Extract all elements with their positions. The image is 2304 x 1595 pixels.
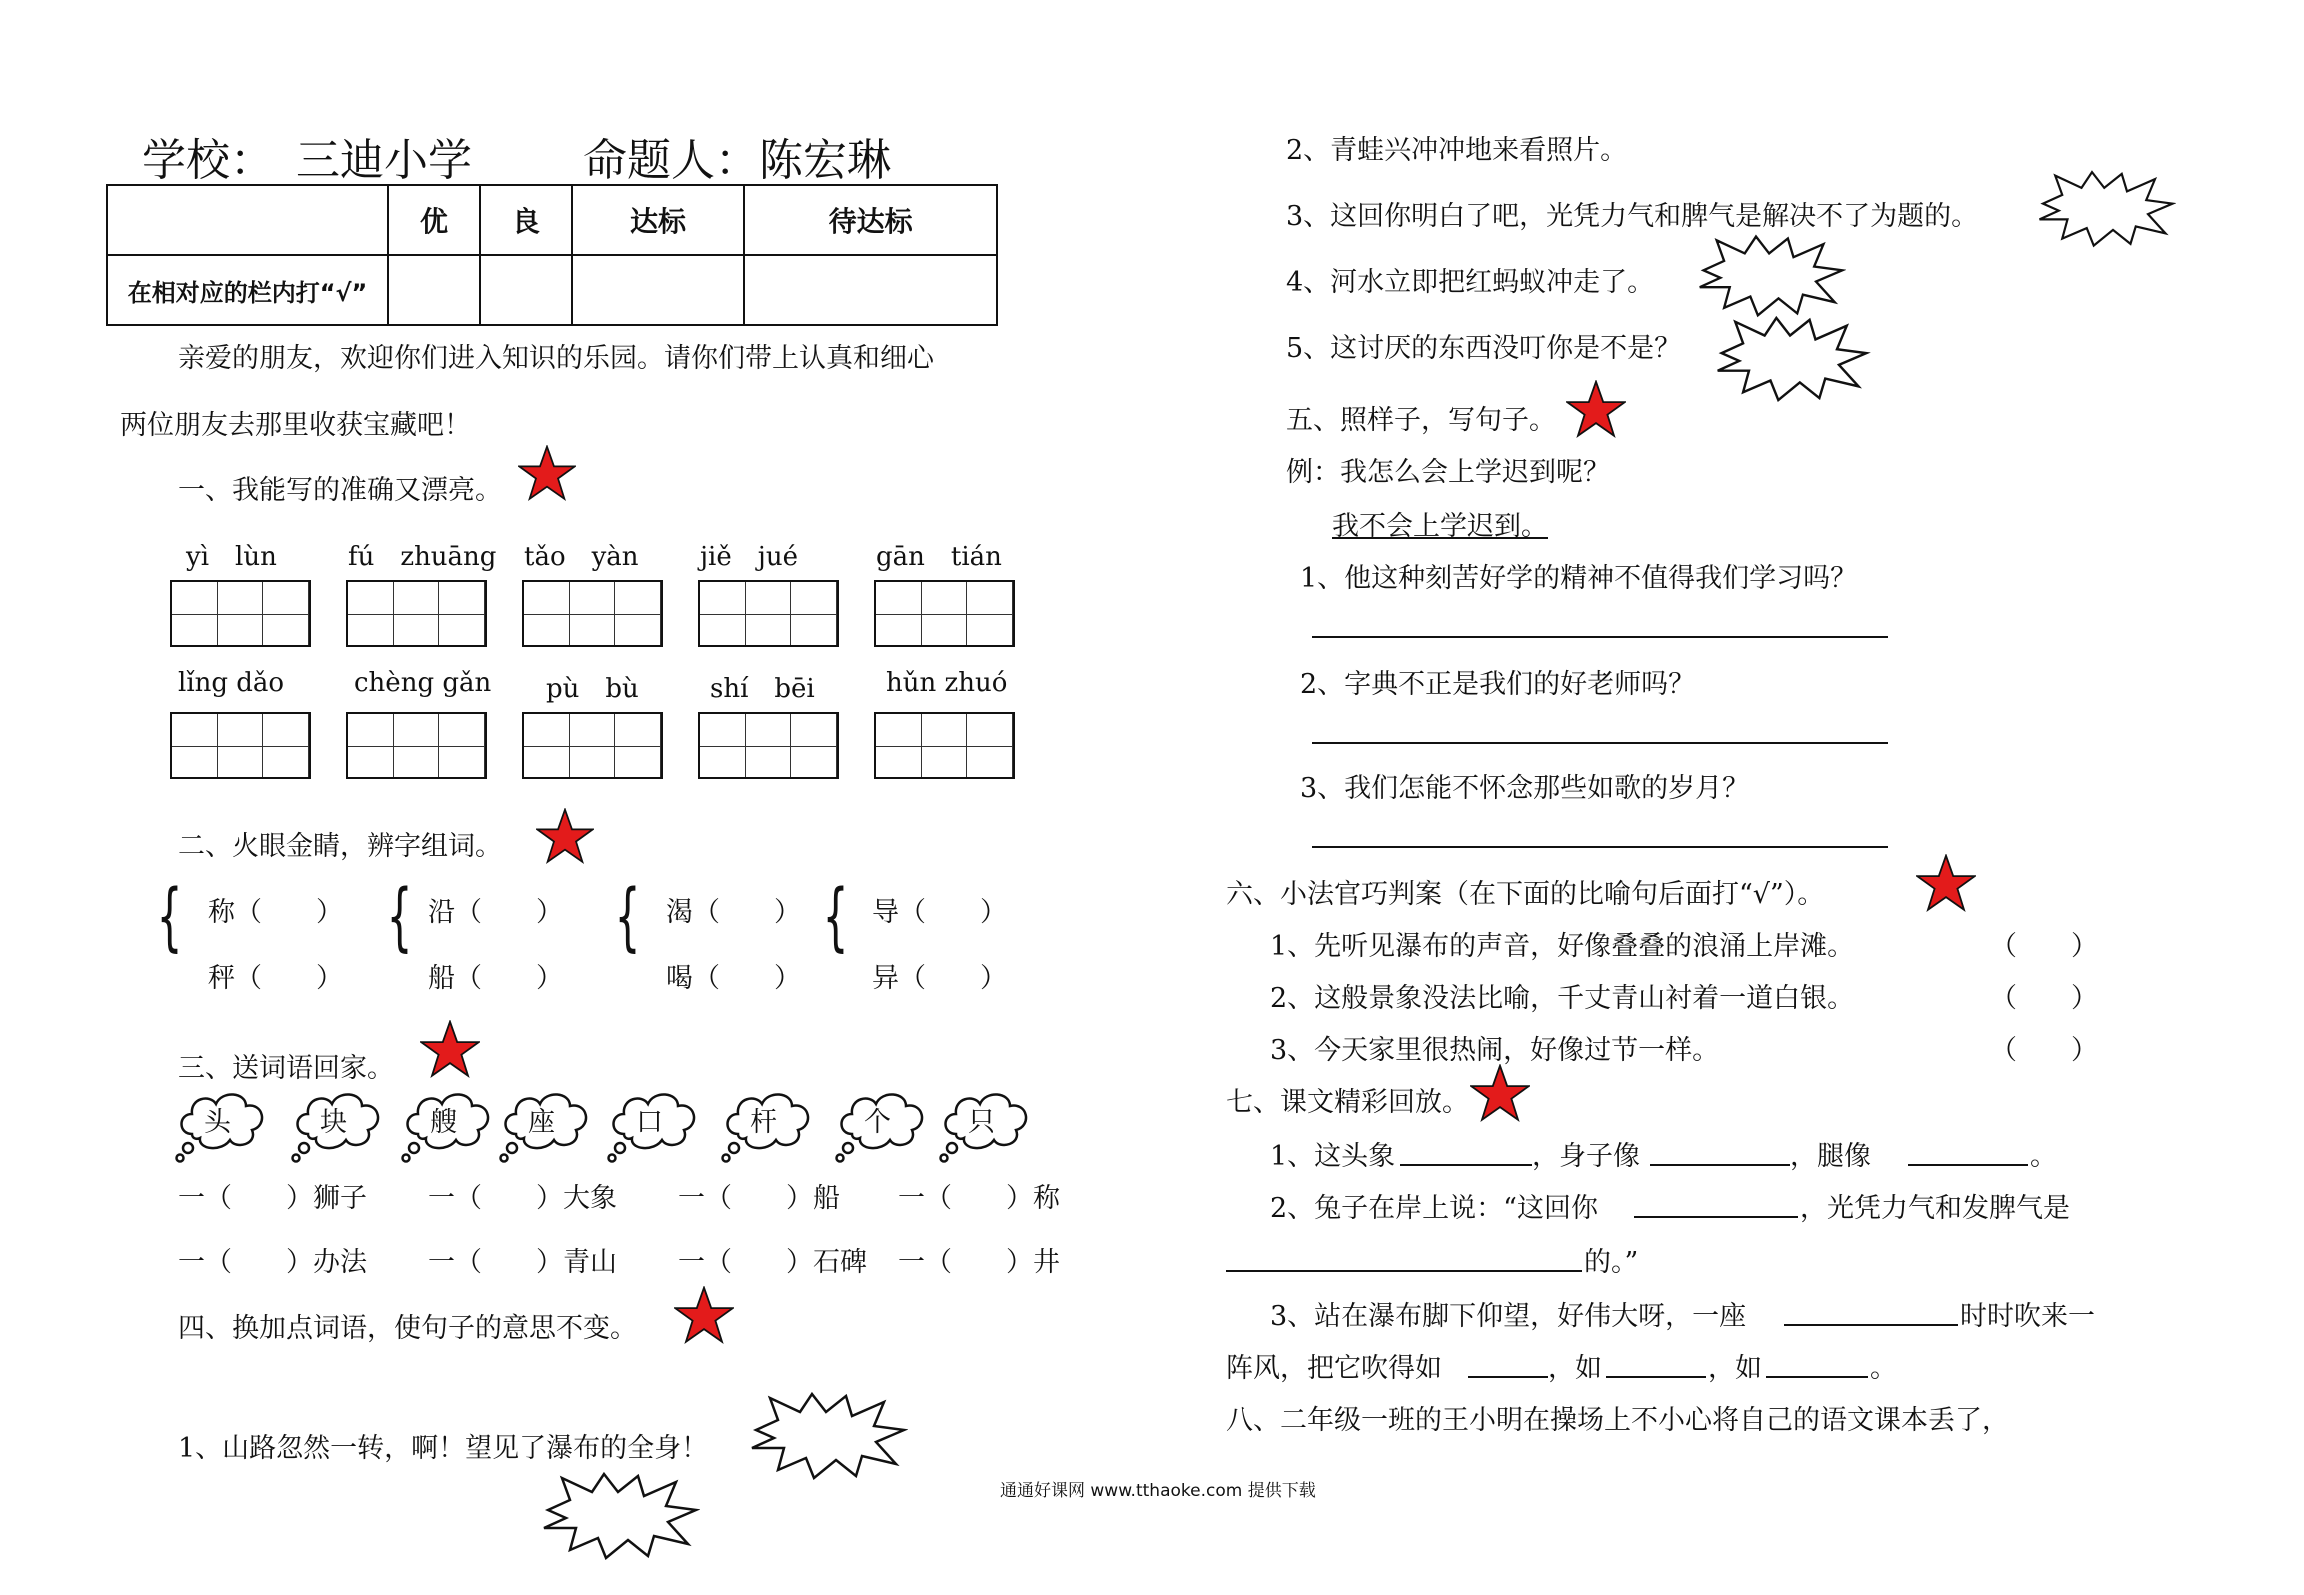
section2-title: 二、火眼金睛，辨字组词。 <box>178 831 502 862</box>
intro-line-1: 亲爱的朋友，欢迎你们进入知识的乐园。请你们带上认真和细心 <box>178 343 934 374</box>
word-pair-item: 渴（ ） <box>666 897 801 928</box>
cloud-word <box>172 1086 272 1166</box>
measure-word-blank: 一（ ）青山 <box>428 1247 617 1278</box>
simile-item: 3、今天家里很热闹，好像过节一样。 <box>1270 1035 1720 1066</box>
writing-grid[interactable] <box>698 580 839 647</box>
rewrite-item: 1、山路忽然一转，啊！望见了瀑布的全身！ <box>178 1433 709 1464</box>
fill-text: ，如 <box>1708 1353 1762 1384</box>
cloud-word-text: 口 <box>636 1107 663 1138</box>
pinyin: chèng gǎn <box>354 668 492 698</box>
fill-blank[interactable] <box>1226 1270 1582 1272</box>
sentence-question: 2、字典不正是我们的好老师吗？ <box>1300 669 1696 700</box>
pinyin: tǎo yàn <box>524 542 639 572</box>
fill-blank[interactable] <box>1468 1376 1548 1378</box>
sentence-question: 1、他这种刻苦好学的精神不值得我们学习吗？ <box>1300 563 1858 594</box>
section8-title: 八、二年级一班的王小明在操场上不小心将自己的语文课本丢了， <box>1226 1405 2009 1436</box>
pinyin: pù bù <box>546 674 639 704</box>
writing-grid[interactable] <box>170 580 311 647</box>
star-icon <box>420 1020 480 1078</box>
section7-title: 七、课文精彩回放。 <box>1226 1087 1469 1118</box>
cloud-word-text: 只 <box>968 1107 995 1138</box>
section6-title: 六、小法官巧判案（在下面的比喻句后面打“√”）。 <box>1226 879 1825 910</box>
answer-line[interactable] <box>1312 636 1888 638</box>
measure-word-blank: 一（ ）大象 <box>428 1183 617 1214</box>
section3-title: 三、送词语回家。 <box>178 1053 394 1084</box>
grade-col-good: 良 <box>480 185 572 255</box>
writing-grid[interactable] <box>522 580 663 647</box>
star-icon <box>674 1286 734 1344</box>
word-pair-item: 异（ ） <box>872 963 1007 994</box>
fill-text: ，光凭力气和发脾气是 <box>1800 1193 2070 1224</box>
word-pair-item: 导（ ） <box>872 897 1007 928</box>
cloud-word <box>496 1086 596 1166</box>
fill-text: ，身子像 <box>1532 1141 1640 1172</box>
word-pair-item: 沿（ ） <box>428 897 563 928</box>
word-pair-item: 喝（ ） <box>666 963 801 994</box>
pinyin: hǔn zhuó <box>886 668 1008 698</box>
answer-line[interactable] <box>1312 846 1888 848</box>
measure-word-blank: 一（ ）船 <box>678 1183 840 1214</box>
star-icon <box>518 445 576 501</box>
fill-text: 2、兔子在岸上说：“这回你 <box>1270 1193 1598 1224</box>
word-pair-item: 称（ ） <box>208 897 343 928</box>
measure-word-blank: 一（ ）石碑 <box>678 1247 867 1278</box>
cloud-word-text: 块 <box>320 1107 347 1138</box>
fill-text: ，腿像 <box>1790 1141 1871 1172</box>
star-icon <box>1470 1064 1530 1122</box>
fill-blank[interactable] <box>1784 1324 1958 1326</box>
pinyin: gān tián <box>876 542 1002 572</box>
measure-word-blank: 一（ ）称 <box>898 1183 1060 1214</box>
section1-title: 一、我能写的准确又漂亮。 <box>178 475 502 506</box>
intro-line-2: 两位朋友去那里收获宝藏吧！ <box>120 410 471 441</box>
grade-col-excellent: 优 <box>388 185 480 255</box>
burst-answer-icon[interactable] <box>540 1470 700 1560</box>
pinyin: fú zhuāng <box>348 542 497 572</box>
section5-title: 五、照样子，写句子。 <box>1286 405 1556 436</box>
writing-grid[interactable] <box>698 712 839 779</box>
brace-icon: { <box>614 874 641 960</box>
rewrite-item: 5、这讨厌的东西没叮你是不是？ <box>1286 333 1682 364</box>
example-question: 例：我怎么会上学迟到呢？ <box>1286 457 1610 488</box>
cloud-word-text: 座 <box>528 1107 555 1138</box>
star-icon <box>1916 854 1976 912</box>
footer-credit: 通通好课网 www.tthaoke.com 提供下载 <box>1000 1481 1316 1501</box>
rewrite-item: 4、河水立即把红蚂蚁冲走了。 <box>1286 267 1655 298</box>
cloud-word-text: 头 <box>204 1107 231 1138</box>
simile-answer-blank[interactable]: （ ） <box>1990 931 2098 962</box>
fill-blank[interactable] <box>1650 1164 1790 1166</box>
brace-icon: { <box>822 874 849 960</box>
burst-answer-icon[interactable] <box>748 1390 908 1480</box>
grade-col-pending: 待达标 <box>744 185 997 255</box>
pinyin: yì lùn <box>186 542 277 572</box>
grade-row-label: 在相对应的栏内打“√” <box>107 255 388 325</box>
writing-grid[interactable] <box>874 580 1015 647</box>
fill-text: 的。” <box>1584 1247 1639 1278</box>
fill-text: 时时吹来一 <box>1960 1301 2095 1332</box>
fill-blank[interactable] <box>1400 1164 1532 1166</box>
school-label: 学校： 三迪小学 <box>142 135 472 186</box>
rewrite-item: 3、这回你明白了吧，光凭力气和脾气是解决不了为题的。 <box>1286 201 1979 232</box>
simile-item: 2、这般景象没法比喻，千丈青山衬着一道白银。 <box>1270 983 1855 1014</box>
fill-text: ，如 <box>1548 1353 1602 1384</box>
simile-answer-blank[interactable]: （ ） <box>1990 1035 2098 1066</box>
fill-text: 阵风，把它吹得如 <box>1226 1353 1442 1384</box>
fill-blank[interactable] <box>1908 1164 2028 1166</box>
simile-item: 1、先听见瀑布的声音，好像叠叠的浪涌上岸滩。 <box>1270 931 1855 962</box>
grade-table <box>106 184 998 326</box>
sentence-question: 3、我们怎能不怀念那些如歌的岁月？ <box>1300 773 1750 804</box>
grade-cell[interactable] <box>744 255 997 325</box>
grade-cell[interactable] <box>572 255 744 325</box>
cloud-word <box>288 1086 388 1166</box>
fill-text: 3、站在瀑布脚下仰望，好伟大呀，一座 <box>1270 1301 1747 1332</box>
measure-word-blank: 一（ ）井 <box>898 1247 1060 1278</box>
fill-text: 。 <box>2030 1141 2057 1172</box>
writing-grid[interactable] <box>346 580 487 647</box>
cloud-word <box>832 1086 932 1166</box>
section4-title: 四、换加点词语，使句子的意思不变。 <box>178 1313 637 1344</box>
burst-answer-icon[interactable] <box>2036 166 2176 250</box>
measure-word-blank: 一（ ）办法 <box>178 1247 367 1278</box>
cloud-word-text: 个 <box>864 1107 891 1138</box>
burst-answer-icon[interactable] <box>1696 232 1846 318</box>
simile-answer-blank[interactable]: （ ） <box>1990 983 2098 1014</box>
answer-line[interactable] <box>1312 742 1888 744</box>
star-icon <box>536 808 594 864</box>
burst-answer-icon[interactable] <box>1712 314 1872 402</box>
rewrite-item: 2、青蛙兴冲冲地来看照片。 <box>1286 135 1628 166</box>
cloud-word-text: 杆 <box>750 1107 777 1138</box>
fill-text: 1、这头象 <box>1270 1141 1396 1172</box>
pinyin: shí bēi <box>710 674 815 704</box>
writing-grid[interactable] <box>522 712 663 779</box>
fill-text: 。 <box>1870 1353 1897 1384</box>
writing-grid[interactable] <box>170 712 311 779</box>
measure-word-blank: 一（ ）狮子 <box>178 1183 367 1214</box>
word-pair-item: 秤（ ） <box>208 963 343 994</box>
cloud-word <box>936 1086 1036 1166</box>
cloud-word <box>604 1086 704 1166</box>
word-pair-item: 船（ ） <box>428 963 563 994</box>
cloud-word <box>398 1086 498 1166</box>
grade-cell[interactable] <box>480 255 572 325</box>
brace-icon: { <box>386 874 413 960</box>
fill-blank[interactable] <box>1634 1216 1798 1218</box>
brace-icon: { <box>156 874 183 960</box>
fill-blank[interactable] <box>1606 1376 1706 1378</box>
writing-grid[interactable] <box>874 712 1015 779</box>
star-icon <box>1566 380 1626 438</box>
cloud-word-text: 艘 <box>430 1107 457 1138</box>
cloud-word <box>718 1086 818 1166</box>
pinyin: jiě jué <box>700 542 798 572</box>
grade-cell[interactable] <box>388 255 480 325</box>
writing-grid[interactable] <box>346 712 487 779</box>
author-label: 命题人：陈宏琳 <box>583 135 891 186</box>
example-answer: 我不会上学迟到。 <box>1332 511 1548 542</box>
pinyin: lǐng dǎo <box>178 668 285 698</box>
grade-col-pass: 达标 <box>572 185 744 255</box>
fill-blank[interactable] <box>1766 1376 1868 1378</box>
